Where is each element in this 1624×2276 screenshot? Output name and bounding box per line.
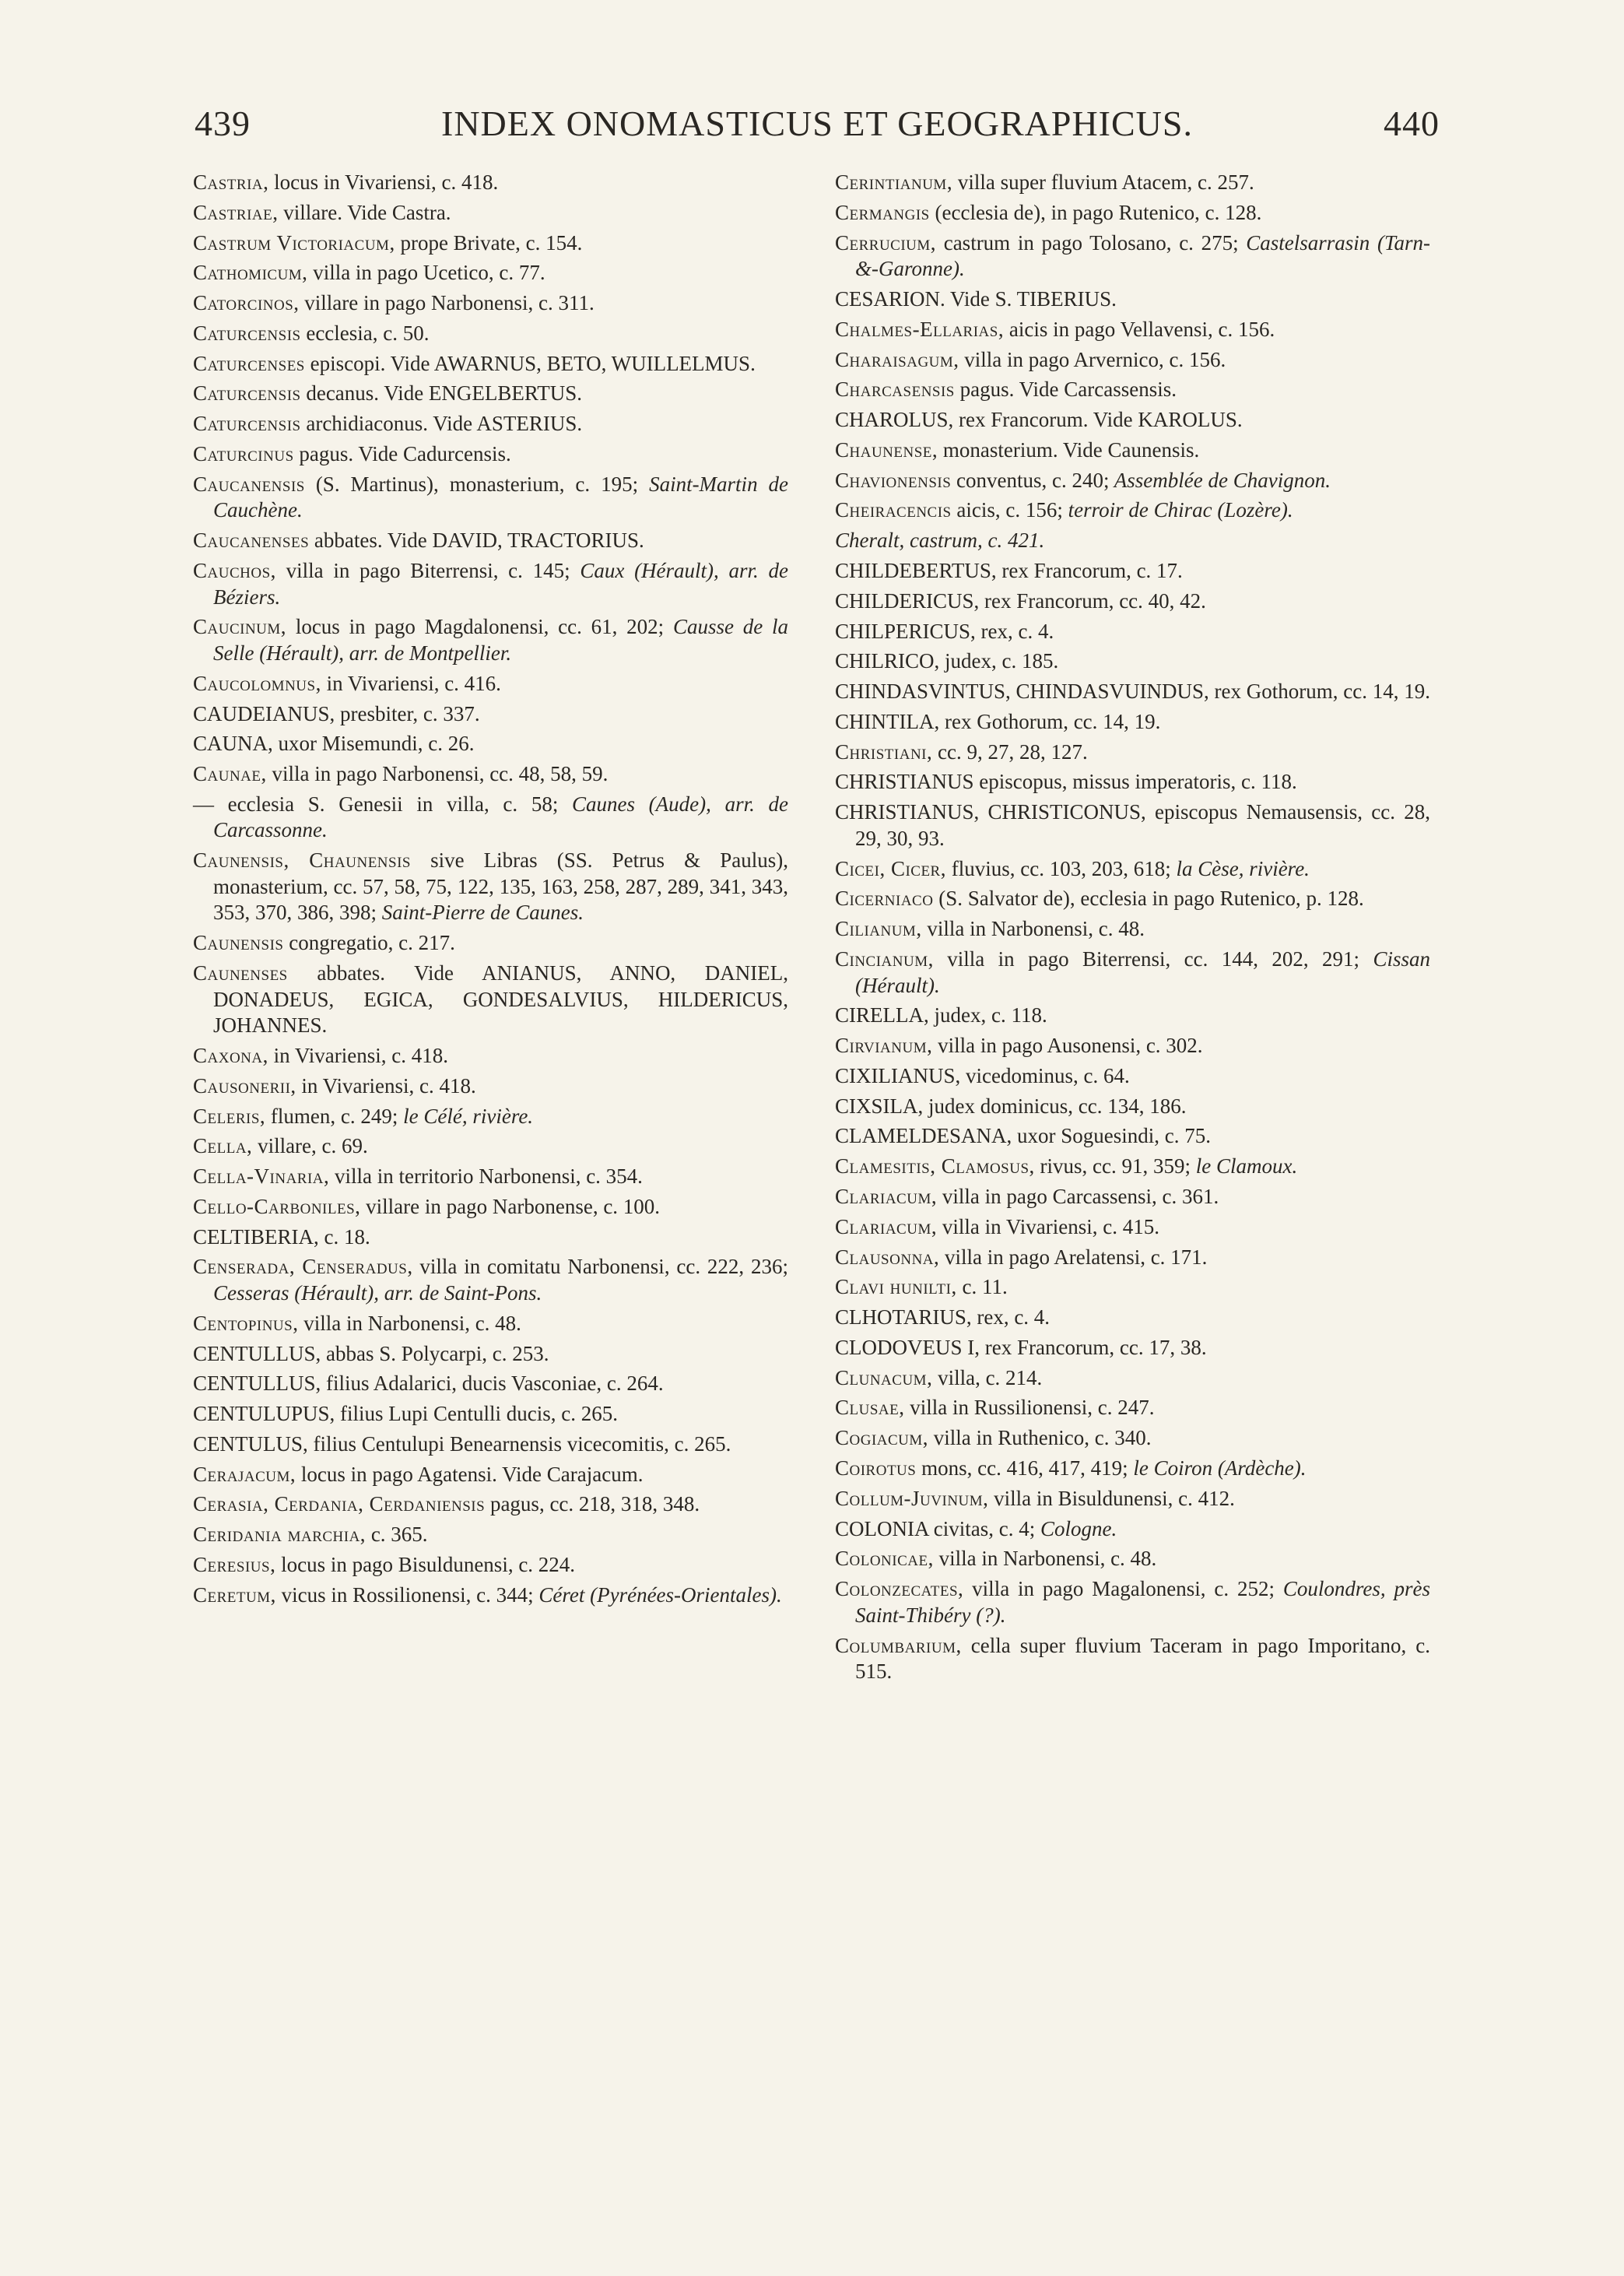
index-entry [835, 1214, 1430, 1241]
entry-headword: Causonerii, [193, 1073, 296, 1098]
index-entry [835, 377, 1430, 403]
index-entry [193, 1311, 788, 1337]
index-entry [835, 886, 1430, 912]
index-entry [193, 441, 788, 468]
running-title: INDEX ONOMASTICUS ET GEOGRAPHICUS. [441, 104, 1193, 143]
entry-headword: Colonicae, [835, 1547, 934, 1571]
entry-headword: Ceridania marchia, [193, 1523, 367, 1547]
entry-headword: Charaisagum, [835, 347, 959, 371]
entry-text: villa in Narbonensi, c. 48. [298, 1311, 521, 1335]
entry-text: CAUDEIANUS, presbiter, c. 337. [193, 701, 480, 725]
entry-text: villa in pago Carcassensi, c. 361. [937, 1185, 1219, 1208]
index-entry [835, 1633, 1430, 1685]
page-number-left: 439 [195, 104, 251, 143]
entry-text: aicis, c. 156; [951, 498, 1063, 522]
entry-text: in Vivariensi, c. 418. [268, 1043, 448, 1067]
entry-text: villa in pago Biterrensi, cc. 144, 202, 291; [933, 947, 1360, 971]
entry-text: CESARION. Vide S. TIBERIUS. [835, 286, 1117, 311]
entry-headword: Cirvianum, [835, 1034, 933, 1058]
entry-text: villa in Ruthenico, c. 340. [928, 1426, 1152, 1450]
entry-headword: Cicerniaco [835, 887, 934, 911]
entry-italic: terroir de Chirac (Lozère). [1062, 498, 1293, 522]
index-entry [835, 1546, 1430, 1572]
entry-text: locus in Vivariensi, c. 418. [268, 170, 499, 194]
entry-headword: Caunensis, Chaunensis [193, 848, 411, 873]
entry-text: villa in pago Narbonensi, cc. 48, 58, 59. [266, 762, 609, 786]
entry-headword: Cincianum, [835, 947, 934, 971]
entry-headword: Columbarium, [835, 1633, 962, 1657]
entry-text: in Vivariensi, c. 418. [296, 1073, 476, 1098]
entry-text: (S. Martinus), monasterium, c. 195; [304, 472, 639, 496]
entry-headword: Castrum Victoriacum, [193, 230, 395, 255]
entry-text: locus in pago Agatensi. Vide Carajacum. [296, 1462, 644, 1486]
index-entry [835, 1516, 1430, 1543]
entry-text: c. 365. [366, 1523, 428, 1547]
entry-text: CHILRICO, judex, c. 185. [835, 649, 1059, 673]
index-entry [835, 1033, 1430, 1059]
index-entry [193, 321, 788, 347]
entry-text: congregatio, c. 217. [283, 931, 455, 955]
entry-italic: Caux (Hérault), arr. de Béziers. [213, 558, 788, 609]
entry-text: aicis in pago Vellavensi, c. 156. [1004, 317, 1275, 341]
entry-italic: Causse de la Selle (Hérault), arr. de Montpellier. [213, 615, 788, 665]
entry-headword: Cerajacum, [193, 1462, 296, 1486]
index-entry [835, 679, 1430, 705]
entry-text: villa in pago Arvernico, c. 156. [959, 347, 1226, 371]
entry-italic: le Clamoux. [1191, 1154, 1298, 1178]
index-entry [835, 1335, 1430, 1361]
entry-text: mons, cc. 416, 417, 419; [916, 1456, 1128, 1480]
entry-text: abbates. Vide DAVID, TRACTORIUS. [309, 529, 644, 553]
entry-text: in Vivariensi, c. 416. [321, 671, 501, 695]
index-entry [835, 1003, 1430, 1029]
index-entry [193, 1431, 788, 1458]
entry-text: conventus, c. 240; [951, 468, 1110, 492]
index-entry [193, 930, 788, 957]
entry-headword: Caucinum, [193, 615, 287, 639]
entry-text: CENTULUPUS, filius Lupi Centulli ducis, c. 265. [193, 1402, 618, 1426]
entry-headword: Caturcenses [193, 351, 305, 375]
entry-headword: Ceresius, [193, 1553, 276, 1577]
entry-text: CENTULLUS, abbas S. Polycarpi, c. 253. [193, 1341, 549, 1365]
entry-headword: Cogiacum, [835, 1426, 929, 1450]
index-entry [193, 381, 788, 407]
right-column [835, 170, 1430, 1689]
entry-headword: Caturcensis [193, 381, 301, 406]
entry-text: archidiaconus. Vide ASTERIUS. [300, 412, 583, 436]
index-entry [835, 1274, 1430, 1301]
entry-text: villa in pago Ausonensi, c. 302. [932, 1034, 1203, 1058]
entry-italic: le Célé, rivière. [398, 1104, 534, 1128]
index-entry [835, 1486, 1430, 1512]
entry-headword: Cella-Vinaria, [193, 1164, 330, 1189]
index-entry [835, 468, 1430, 494]
entry-text: CLAMELDESANA, uxor Soguesindi, c. 75. [835, 1124, 1211, 1148]
entry-text: villa in pago Biterrensi, c. 145; [275, 558, 570, 582]
index-entry [835, 528, 1430, 554]
entry-headword: Caunenses [193, 961, 288, 985]
entry-text: fluvius, cc. 103, 203, 618; [945, 856, 1171, 880]
index-entry [835, 1154, 1430, 1180]
entry-headword: Castriae, [193, 200, 279, 224]
index-entry [835, 286, 1430, 313]
entry-text: flumen, c. 249; [265, 1104, 398, 1128]
entry-headword: Celeris, [193, 1104, 266, 1128]
entry-text: rivus, cc. 91, 359; [1034, 1154, 1191, 1178]
entry-headword: Caucolomnus, [193, 671, 321, 695]
entry-headword: Collum-Juvinum, [835, 1486, 989, 1510]
entry-italic: Saint-Martin de Cauchène. [213, 472, 789, 522]
index-entry [835, 407, 1430, 434]
entry-text: (S. Salvator de), ecclesia in pago Rutenico, p. 128. [933, 887, 1364, 911]
index-entry [835, 588, 1430, 615]
entry-text: CIRELLA, judex, c. 118. [835, 1003, 1047, 1027]
index-entry [193, 961, 788, 1039]
index-entry [835, 317, 1430, 343]
index-entry [193, 260, 788, 286]
entry-italic: Coulondres, près Saint-Thibéry (?). [855, 1577, 1430, 1627]
index-entry [193, 1133, 788, 1160]
entry-text: villare, c. 69. [252, 1134, 368, 1158]
index-entry [193, 230, 788, 257]
entry-headword: Cerrucium, [835, 230, 937, 255]
entry-text: villa in Russilionensi, c. 247. [904, 1396, 1155, 1420]
entry-text: CHINDASVINTUS, CHINDASVUINDUS, rex Gothorum, cc. 14, 19. [835, 680, 1430, 704]
entry-headword: Clausonna, [835, 1245, 940, 1269]
entry-text: CHRISTIANUS, CHRISTICONUS, episcopus Nemausensis, cc. 28, 29, 30, 93. [835, 800, 1430, 850]
entry-headword: Clariacum, [835, 1214, 938, 1238]
index-entry [193, 1104, 788, 1130]
entry-text: villare. Vide Castra. [278, 200, 451, 224]
entry-text: — ecclesia S. Genesii in villa, c. 58; [193, 792, 559, 816]
entry-text: CHRISTIANUS episcopus, missus imperatoris, c. 118. [835, 770, 1297, 794]
entry-text: villa in pago Arelatensi, c. 171. [939, 1245, 1208, 1269]
entry-headword: Colonzecates, [835, 1577, 964, 1601]
entry-headword: Caucanensis [193, 472, 305, 496]
page-number-right: 440 [1384, 104, 1440, 143]
entry-text: locus in pago Magdalonensi, cc. 61, 202; [286, 615, 665, 639]
entry-text: vicus in Rossilionensi, c. 344; [275, 1582, 534, 1607]
entry-headword: Cicei, Cicer, [835, 856, 946, 880]
index-entry [835, 1094, 1430, 1120]
entry-headword: Cilianum, [835, 917, 922, 941]
entry-headword: Clavi hunilti, [835, 1275, 957, 1299]
index-entry [835, 558, 1430, 585]
index-entry [835, 437, 1430, 464]
index-entry [835, 856, 1430, 883]
entry-text: pagus. Vide Carcassensis. [954, 378, 1177, 402]
index-entry [193, 472, 788, 524]
index-entry [193, 1254, 788, 1306]
entry-headword: Cathomicum, [193, 261, 308, 285]
index-entry [193, 1371, 788, 1397]
entry-text: villa, c. 214. [932, 1365, 1043, 1389]
entry-headword: Caturcensis [193, 412, 301, 436]
index-entry [193, 701, 788, 728]
entry-text: monasterium. Vide Caunensis. [938, 437, 1200, 462]
entry-text: pagus, cc. 218, 318, 348. [485, 1492, 700, 1516]
entry-text: villa super fluvium Atacem, c. 257. [952, 170, 1254, 194]
entry-headword: Chaunense, [835, 437, 938, 462]
entry-text: CLHOTARIUS, rex, c. 4. [835, 1305, 1051, 1329]
entry-headword: Caunensis [193, 931, 284, 955]
index-entry [193, 1224, 788, 1251]
entry-headword: Clamesitis, Clamosus, [835, 1154, 1035, 1178]
entry-italic: Castelsarrasin (Tarn-&-Garonne). [855, 230, 1431, 281]
index-entry [193, 1043, 788, 1070]
index-entry [193, 170, 788, 196]
entry-text: villa in territorio Narbonensi, c. 354. [329, 1164, 643, 1189]
entry-headword: Chavionensis [835, 468, 952, 492]
index-entry [835, 170, 1430, 196]
index-entry [835, 709, 1430, 736]
entry-headword: Caturcensis [193, 321, 301, 345]
index-entry [193, 1522, 788, 1548]
index-entry [193, 528, 788, 554]
entry-italic: Cesseras (Hérault), arr. de Saint-Pons. [213, 1281, 542, 1305]
index-entry [835, 947, 1430, 999]
index-entry [835, 799, 1430, 852]
entry-text: villare in pago Narbonense, c. 100. [360, 1194, 661, 1218]
index-entry [835, 230, 1430, 283]
index-entry [193, 731, 788, 757]
index-entry [193, 1194, 788, 1221]
entry-text: CHILDERICUS, rex Francorum, cc. 40, 42. [835, 588, 1206, 613]
index-entry [193, 351, 788, 378]
index-entry [835, 619, 1430, 645]
entry-text: CENTULLUS, filius Adalarici, ducis Vasconiae, c. 264. [193, 1372, 664, 1396]
entry-text: decanus. Vide ENGELBERTUS. [300, 381, 583, 406]
index-entry [835, 739, 1430, 766]
index-entry [193, 761, 788, 788]
entry-text: CIXSILA, judex dominicus, cc. 134, 186. [835, 1094, 1187, 1118]
index-entry [193, 1401, 788, 1428]
entry-text: villa in pago Magalonensi, c. 252; [963, 1577, 1275, 1601]
entry-text: episcopi. Vide AWARNUS, BETO, WUILLELMUS. [304, 351, 756, 375]
entry-headword: Cerintianum, [835, 170, 953, 194]
entry-headword: Castria, [193, 170, 269, 194]
entry-italic: Cissan (Hérault). [855, 947, 1430, 997]
entry-text: abbates. Vide ANIANUS, ANNO, DANIEL, DONADEUS, EGICA, GONDESALVIUS, HILDERICUS, JOHANNES. [213, 961, 788, 1038]
index-entry [835, 1395, 1430, 1421]
entry-headword: Clunacum, [835, 1365, 933, 1389]
index-entry [835, 1184, 1430, 1210]
entry-italic: Assemblée de Chavignon. [1109, 468, 1331, 492]
index-entry [193, 1491, 788, 1518]
entry-headword: Clusae, [835, 1396, 905, 1420]
entry-text: sive Libras (SS. Petrus & Paulus), monasterium, cc. 57, 58, 75, 122, 135, 163, 258, 287, 289, 341, 343, 353, 370, 386, 398; [213, 848, 788, 925]
entry-text: castrum in pago Tolosano, c. 275; [936, 230, 1239, 255]
left-column [193, 170, 788, 1613]
index-entry [835, 769, 1430, 796]
entry-headword: Cella, [193, 1134, 253, 1158]
entry-headword: Caxona, [193, 1043, 268, 1067]
index-entry [193, 411, 788, 437]
entry-text: ecclesia, c. 50. [300, 321, 430, 345]
entry-text: villare in pago Narbonensi, c. 311. [299, 291, 595, 315]
entry-headword: Cello-Carboniles, [193, 1194, 361, 1218]
entry-headword: Catorcinos, [193, 291, 300, 315]
entry-text: CHINTILA, rex Gothorum, cc. 14, 19. [835, 709, 1161, 733]
index-entry [193, 290, 788, 317]
entry-text: villa in Narbonensi, c. 48. [921, 917, 1145, 941]
entry-headword: Cermangis [835, 200, 930, 224]
entry-headword: Ceretum, [193, 1582, 276, 1607]
index-entry [193, 200, 788, 227]
entry-text: cc. 9, 27, 28, 127. [932, 739, 1088, 764]
entry-headword: Censerada, Censeradus, [193, 1255, 413, 1279]
entry-text: villa in Narbonensi, c. 48. [933, 1547, 1157, 1571]
entry-text: CLODOVEUS I, rex Francorum, cc. 17, 38. [835, 1335, 1207, 1359]
entry-text: CHAROLUS, rex Francorum. Vide KAROLUS. [835, 408, 1243, 432]
running-header [195, 103, 1440, 149]
index-entry [193, 1341, 788, 1368]
entry-text: COLONIA civitas, c. 4; [835, 1516, 1036, 1540]
entry-text: pagus. Vide Cadurcensis. [293, 442, 511, 466]
index-entry [835, 1576, 1430, 1628]
index-entry [193, 1164, 788, 1190]
index-entry [835, 648, 1430, 675]
entry-text: CHILDEBERTUS, rex Francorum, c. 17. [835, 558, 1183, 582]
entry-text: CAUNA, uxor Misemundi, c. 26. [193, 732, 475, 756]
index-entry [193, 1073, 788, 1100]
index-entry [835, 1245, 1430, 1271]
entry-headword: Coirotus [835, 1456, 917, 1480]
entry-text: villa in pago Ucetico, c. 77. [307, 261, 545, 285]
entry-text: (ecclesia de), in pago Rutenico, c. 128. [929, 200, 1262, 224]
index-entry [835, 347, 1430, 374]
entry-text: cella super fluvium Taceram in pago Imporitano, c. 515. [855, 1633, 1430, 1684]
entry-headword: Centopinus, [193, 1311, 299, 1335]
index-entry [835, 1123, 1430, 1150]
index-entry [193, 614, 788, 666]
entry-text: prope Brivate, c. 154. [395, 230, 583, 255]
entry-headword: Caucanenses [193, 529, 310, 553]
index-entry [835, 1365, 1430, 1392]
entry-text: CHILPERICUS, rex, c. 4. [835, 619, 1054, 643]
index-entry [835, 200, 1430, 227]
entry-headword: Cerasia, Cerdania, Cerdaniensis [193, 1492, 486, 1516]
entry-italic: Cheralt, castrum, c. 421. [835, 529, 1045, 553]
index-entry [835, 1063, 1430, 1090]
index-entry [835, 1456, 1430, 1482]
index-entry [835, 1305, 1430, 1331]
entry-headword: Christiani, [835, 739, 933, 764]
index-entry [193, 1552, 788, 1579]
entry-italic: le Coiron (Ardèche). [1128, 1456, 1307, 1480]
entry-headword: Cheiracencis [835, 498, 952, 522]
entry-italic: Cologne. [1035, 1516, 1117, 1540]
entry-text: locus in pago Bisuldunensi, c. 224. [275, 1553, 576, 1577]
entry-italic: Saint-Pierre de Caunes. [377, 901, 584, 925]
index-entry [835, 916, 1430, 943]
entry-headword: Caunae, [193, 762, 267, 786]
index-entry [193, 1462, 788, 1488]
index-entry [193, 671, 788, 697]
index-entry [193, 848, 788, 926]
entry-headword: Charcasensis [835, 378, 955, 402]
index-entry [193, 558, 788, 610]
entry-italic: Caunes (Aude), arr. de Carcassonne. [213, 792, 788, 842]
entry-headword: Clariacum, [835, 1185, 938, 1208]
index-entry [835, 497, 1430, 524]
index-entry [193, 792, 788, 844]
entry-text: villa in comitatu Narbonensi, cc. 222, 236; [412, 1255, 788, 1279]
entry-text: CIXILIANUS, vicedominus, c. 64. [835, 1063, 1130, 1087]
entry-italic: Céret (Pyrénées-Orientales). [533, 1582, 782, 1607]
entry-headword: Cauchos, [193, 558, 276, 582]
index-entry [193, 1582, 788, 1609]
entry-text: CENTULUS, filius Centulupi Benearnensis vicecomitis, c. 265. [193, 1431, 731, 1456]
entry-text: villa in Vivariensi, c. 415. [937, 1214, 1159, 1238]
entry-italic: la Cèse, rivière. [1170, 856, 1310, 880]
entry-text: villa in Bisuldunensi, c. 412. [988, 1486, 1235, 1510]
entry-text: c. 11. [956, 1275, 1008, 1299]
entry-headword: Caturcinus [193, 442, 294, 466]
index-entry [835, 1425, 1430, 1452]
entry-headword: Chalmes-Ellarias, [835, 317, 1005, 341]
entry-text: CELTIBERIA, c. 18. [193, 1224, 370, 1249]
